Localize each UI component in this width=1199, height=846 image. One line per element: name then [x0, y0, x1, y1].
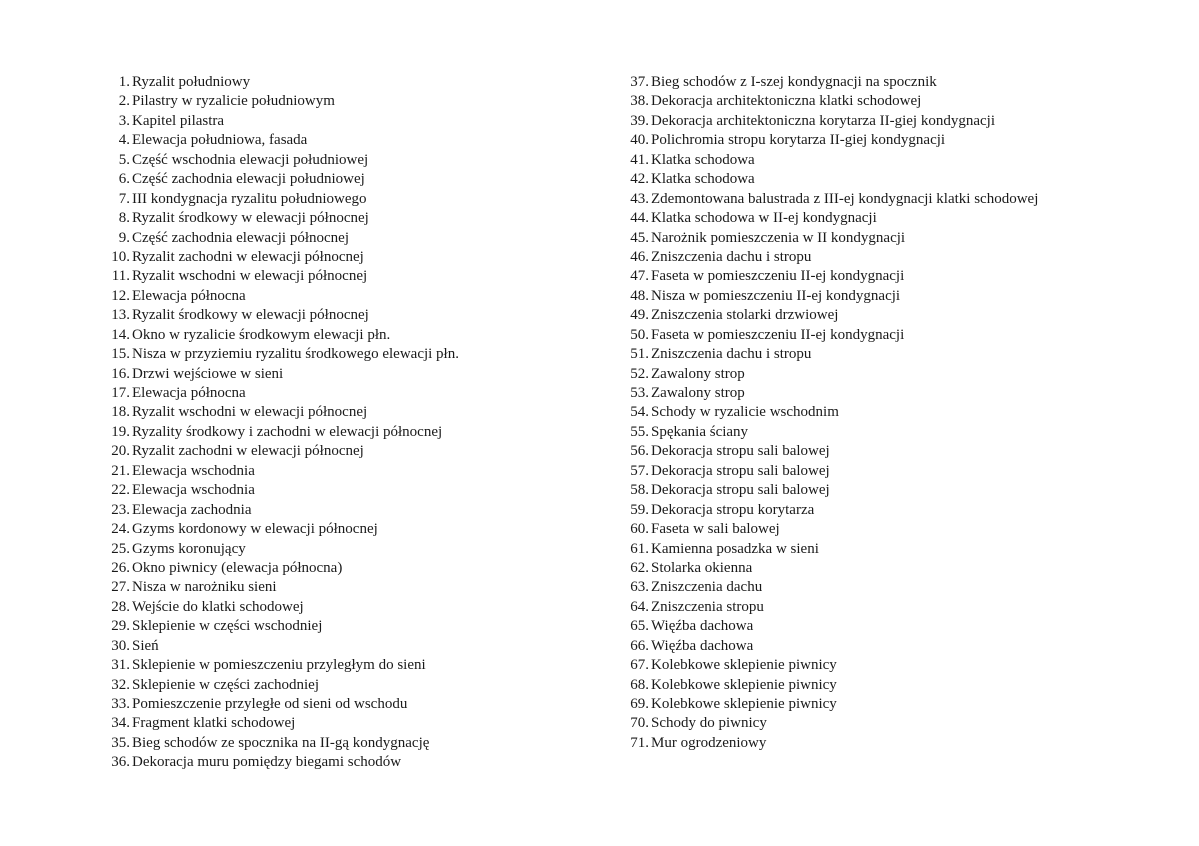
- item-caption: Zdemontowana balustrada z III-ej kondygnacji klatki schodowej: [651, 190, 1039, 207]
- item-caption: Ryzalit południowy: [132, 74, 251, 90]
- item-number: 66.: [630, 637, 649, 654]
- item-number: 45.: [630, 229, 649, 246]
- item-caption: Gzyms kordonowy w elewacji północnej: [132, 521, 378, 538]
- list-item: [623, 131, 1123, 150]
- item-caption: Dekoracja stropu sali balowej: [651, 443, 830, 460]
- item-number: 14.: [111, 326, 130, 343]
- item-caption: Fragment klatki schodowej: [132, 715, 296, 732]
- item-number: 15.: [111, 346, 130, 363]
- list-item: [623, 151, 1123, 170]
- item-number: 56.: [630, 443, 649, 460]
- item-caption: Część zachodnia elewacji północnej: [132, 229, 349, 246]
- list-item: [104, 170, 584, 189]
- item-caption: Część wschodnia elewacji południowej: [132, 151, 369, 168]
- item-number: 29.: [111, 618, 130, 635]
- item-number: 33.: [111, 696, 130, 712]
- item-caption: Elewacja północna: [132, 385, 246, 401]
- list-item: [623, 559, 1123, 578]
- item-caption: Zniszczenia dachu i stropu: [651, 248, 812, 265]
- list-item: [104, 248, 584, 267]
- item-number: 54.: [630, 404, 649, 421]
- list-item: [104, 151, 584, 170]
- item-caption: Drzwi wejściowe w sieni: [132, 365, 284, 382]
- list-item: [623, 306, 1123, 325]
- list-item: [623, 695, 1123, 714]
- item-caption: Dekoracja stropu korytarza: [651, 501, 815, 518]
- item-number: 37.: [630, 74, 649, 90]
- item-caption: Elewacja wschodnia: [132, 462, 255, 479]
- item-caption: Klatka schodowa w II-ej kondygnacji: [651, 210, 877, 227]
- item-caption: Schody do piwnicy: [651, 715, 767, 732]
- item-caption: Elewacja zachodnia: [132, 501, 252, 518]
- list-item: [104, 637, 584, 656]
- item-caption: Zawalony strop: [651, 365, 745, 382]
- item-caption: Mur ogrodzeniowy: [651, 734, 767, 751]
- item-number: 47.: [630, 268, 649, 285]
- item-caption: Ryzalit środkowy w elewacji północnej: [132, 210, 369, 227]
- list-item: [104, 714, 584, 733]
- item-caption: Dekoracja stropu sali balowej: [651, 462, 830, 479]
- list-item: [623, 578, 1123, 597]
- item-caption: Schody w ryzalicie wschodnim: [651, 404, 839, 421]
- item-caption: Ryzalit zachodni w elewacji północnej: [132, 443, 364, 460]
- item-number: 5.: [118, 151, 130, 168]
- item-number: 25.: [111, 540, 130, 557]
- item-caption: Faseta w pomieszczeniu II-ej kondygnacji: [651, 268, 905, 285]
- item-number: 32.: [111, 676, 130, 693]
- item-number: 44.: [630, 210, 649, 227]
- list-item: [104, 676, 584, 695]
- item-number: 22.: [111, 482, 130, 499]
- list-item: [104, 481, 584, 500]
- list-item: [623, 403, 1123, 422]
- item-caption: Dekoracja architektoniczna klatki schodowej: [651, 93, 922, 110]
- item-number: 43.: [630, 190, 649, 207]
- item-caption: Polichromia stropu korytarza II-giej kondygnacji: [651, 132, 946, 149]
- list-item: [104, 695, 584, 714]
- item-number: 20.: [111, 443, 130, 460]
- list-item: [104, 365, 584, 384]
- item-caption: Kolebkowe sklepienie piwnicy: [651, 676, 837, 693]
- item-number: 23.: [111, 501, 130, 518]
- item-number: 59.: [630, 501, 649, 518]
- list-item: [104, 267, 584, 286]
- list-item: [104, 559, 584, 578]
- item-number: 69.: [630, 696, 649, 712]
- item-caption: Zniszczenia dachu: [651, 579, 763, 596]
- item-caption: Elewacja wschodnia: [132, 482, 255, 499]
- item-number: 60.: [630, 521, 649, 538]
- item-number: 42.: [630, 171, 649, 188]
- item-caption: Więźba dachowa: [651, 618, 754, 635]
- item-number: 64.: [630, 598, 649, 615]
- item-caption: Sklepienie w części wschodniej: [132, 618, 323, 635]
- item-caption: Klatka schodowa: [651, 151, 755, 168]
- list-item: [623, 714, 1123, 733]
- item-number: 12.: [111, 287, 130, 304]
- list-item: [623, 92, 1123, 111]
- item-caption: Więźba dachowa: [651, 637, 754, 654]
- list-item: [104, 287, 584, 306]
- item-number: 34.: [111, 715, 130, 732]
- list-item: [623, 170, 1123, 189]
- list-item: [104, 229, 584, 248]
- item-number: 46.: [630, 248, 649, 265]
- item-caption: Dekoracja muru pomiędzy biegami schodów: [132, 754, 402, 771]
- list-item: [623, 326, 1123, 345]
- item-number: 9.: [118, 229, 130, 246]
- list-item: [623, 637, 1123, 656]
- list-item: [623, 423, 1123, 442]
- list-item: [104, 617, 584, 636]
- item-caption: Okno piwnicy (elewacja północna): [132, 559, 343, 576]
- list-item: [623, 287, 1123, 306]
- item-number: 58.: [630, 482, 649, 499]
- item-number: 36.: [111, 754, 130, 771]
- item-caption: Kamienna posadzka w sieni: [651, 540, 819, 557]
- list-item: [104, 131, 584, 150]
- item-number: 68.: [630, 676, 649, 693]
- item-number: 48.: [630, 287, 649, 304]
- item-caption: Zawalony strop: [651, 385, 745, 401]
- item-number: 7.: [118, 190, 130, 207]
- list-item: [104, 209, 584, 228]
- list-item: [623, 73, 1123, 92]
- list-item: [104, 92, 584, 111]
- item-number: 2.: [118, 93, 130, 110]
- item-number: 40.: [630, 132, 649, 149]
- item-number: 52.: [630, 365, 649, 382]
- list-item: [623, 656, 1123, 675]
- item-caption: Zniszczenia dachu i stropu: [651, 346, 812, 363]
- list-item: [623, 267, 1123, 286]
- list-item: [623, 229, 1123, 248]
- item-number: 28.: [111, 598, 130, 615]
- item-number: 51.: [630, 346, 649, 363]
- item-number: 24.: [111, 521, 130, 538]
- list-column-left: [104, 73, 584, 773]
- list-item: [623, 462, 1123, 481]
- item-caption: Spękania ściany: [651, 423, 749, 440]
- list-item: [623, 501, 1123, 520]
- item-caption: Dekoracja architektoniczna korytarza II-giej kondygnacji: [651, 112, 995, 129]
- item-caption: Stolarka okienna: [651, 559, 753, 576]
- item-number: 17.: [111, 385, 130, 401]
- item-number: 35.: [111, 734, 130, 751]
- item-number: 39.: [630, 112, 649, 129]
- item-number: 41.: [630, 151, 649, 168]
- list-item: [104, 190, 584, 209]
- item-number: 67.: [630, 657, 649, 674]
- item-number: 4.: [118, 132, 130, 149]
- item-number: 21.: [111, 462, 130, 479]
- item-caption: Faseta w pomieszczeniu II-ej kondygnacji: [651, 326, 905, 343]
- list-item: [623, 365, 1123, 384]
- list-item: [623, 617, 1123, 636]
- item-number: 26.: [111, 559, 130, 576]
- item-caption: Kapitel pilastra: [132, 112, 225, 129]
- item-caption: Bieg schodów z I-szej kondygnacji na spocznik: [651, 74, 937, 90]
- list-item: [104, 462, 584, 481]
- list-item: [104, 112, 584, 131]
- item-caption: Nisza w narożniku sieni: [132, 579, 277, 596]
- item-number: 63.: [630, 579, 649, 596]
- item-caption: Pilastry w ryzalicie południowym: [132, 93, 335, 110]
- item-caption: Narożnik pomieszczenia w II kondygnacji: [651, 229, 906, 246]
- item-number: 30.: [111, 637, 130, 654]
- item-caption: Elewacja południowa, fasada: [132, 132, 308, 149]
- item-caption: III kondygnacja ryzalitu południowego: [132, 190, 367, 207]
- list-item: [104, 384, 584, 403]
- item-caption: Zniszczenia stolarki drzwiowej: [651, 307, 839, 324]
- list-column-right: [623, 73, 1123, 753]
- item-caption: Kolebkowe sklepienie piwnicy: [651, 696, 837, 712]
- item-caption: Nisza w przyziemiu ryzalitu środkowego elewacji płn.: [132, 346, 459, 363]
- list-item: [104, 403, 584, 422]
- item-caption: Kolebkowe sklepienie piwnicy: [651, 657, 837, 674]
- item-number: 38.: [630, 93, 649, 110]
- list-item: [623, 442, 1123, 461]
- item-caption: Gzyms koronujący: [132, 540, 246, 557]
- item-caption: Zniszczenia stropu: [651, 598, 764, 615]
- item-caption: Bieg schodów ze spocznika na II-gą kondygnację: [132, 734, 430, 751]
- list-item: [104, 326, 584, 345]
- list-item: [104, 306, 584, 325]
- item-number: 27.: [111, 579, 130, 596]
- item-caption: Ryzality środkowy i zachodni w elewacji północnej: [132, 423, 443, 440]
- item-number: 61.: [630, 540, 649, 557]
- list-item: [104, 578, 584, 597]
- list-item: [623, 248, 1123, 267]
- item-number: 49.: [630, 307, 649, 324]
- item-caption: Klatka schodowa: [651, 171, 755, 188]
- item-number: 18.: [111, 404, 130, 421]
- item-caption: Elewacja północna: [132, 287, 246, 304]
- list-item: [104, 442, 584, 461]
- list-item: [623, 209, 1123, 228]
- item-number: 65.: [630, 618, 649, 635]
- item-caption: Faseta w sali balowej: [651, 521, 780, 538]
- list-item: [623, 676, 1123, 695]
- item-number: 55.: [630, 423, 649, 440]
- list-item: [623, 190, 1123, 209]
- item-number: 11.: [111, 268, 130, 285]
- item-number: 3.: [118, 112, 130, 129]
- list-item: [623, 540, 1123, 559]
- item-number: 70.: [630, 715, 649, 732]
- list-item: [104, 423, 584, 442]
- list-item: [104, 753, 584, 772]
- list-item: [623, 481, 1123, 500]
- list-item: [623, 520, 1123, 539]
- item-number: 10.: [111, 248, 130, 265]
- item-number: 19.: [111, 423, 130, 440]
- item-number: 1.: [118, 74, 130, 90]
- list-item: [623, 598, 1123, 617]
- list-item: [104, 520, 584, 539]
- list-item: [623, 734, 1123, 753]
- item-caption: Ryzalit środkowy w elewacji północnej: [132, 307, 369, 324]
- item-number: 6.: [118, 171, 130, 188]
- item-number: 16.: [111, 365, 130, 382]
- item-number: 13.: [111, 307, 130, 324]
- item-number: 50.: [630, 326, 649, 343]
- item-caption: Ryzalit wschodni w elewacji północnej: [132, 404, 368, 421]
- list-item: [623, 345, 1123, 364]
- list-item: [104, 501, 584, 520]
- item-number: 8.: [118, 210, 130, 227]
- item-caption: Wejście do klatki schodowej: [132, 598, 304, 615]
- item-caption: Sień: [132, 637, 159, 654]
- list-item: [104, 734, 584, 753]
- item-caption: Sklepienie w części zachodniej: [132, 676, 320, 693]
- item-caption: Ryzalit wschodni w elewacji północnej: [132, 268, 368, 285]
- list-item: [623, 384, 1123, 403]
- item-number: 57.: [630, 462, 649, 479]
- list-item: [623, 112, 1123, 131]
- list-item: [104, 598, 584, 617]
- list-item: [104, 540, 584, 559]
- item-caption: Okno w ryzalicie środkowym elewacji płn.: [132, 326, 391, 343]
- list-item: [104, 73, 584, 92]
- item-caption: Sklepienie w pomieszczeniu przyległym do sieni: [132, 657, 426, 674]
- item-caption: Pomieszczenie przyległe od sieni od wschodu: [132, 696, 408, 712]
- list-item: [104, 345, 584, 364]
- item-caption: Dekoracja stropu sali balowej: [651, 482, 830, 499]
- item-number: 31.: [111, 657, 130, 674]
- list-item: [104, 656, 584, 675]
- item-number: 71.: [630, 734, 649, 751]
- item-number: 62.: [630, 559, 649, 576]
- item-caption: Część zachodnia elewacji południowej: [132, 171, 365, 188]
- item-caption: Ryzalit zachodni w elewacji północnej: [132, 248, 364, 265]
- item-caption: Nisza w pomieszczeniu II-ej kondygnacji: [651, 287, 901, 304]
- item-number: 53.: [630, 385, 649, 401]
